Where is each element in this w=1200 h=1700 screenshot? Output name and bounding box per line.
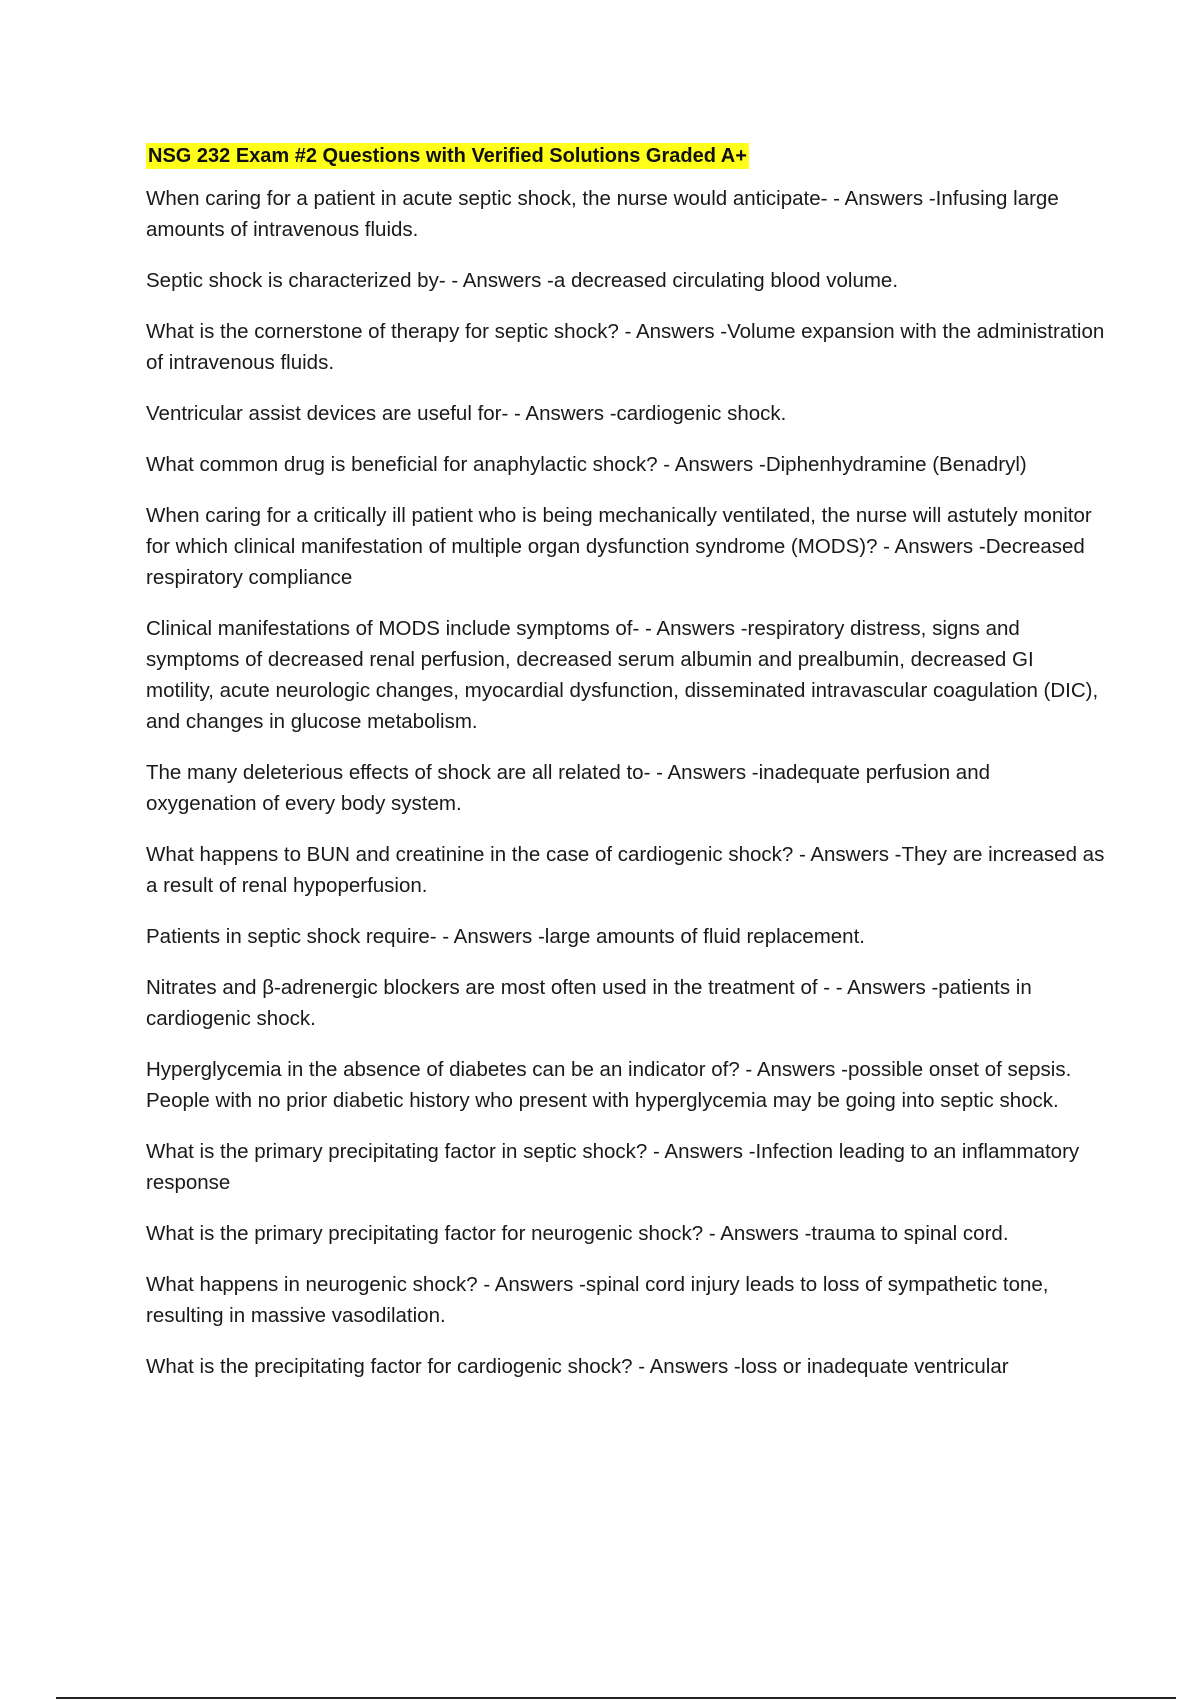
document-body xyxy=(146,143,1106,1402)
qa-item: What common drug is beneficial for anaphylactic shock? - Answers -Diphenhydramine (Benadryl) xyxy=(146,453,1027,476)
qa-item: Septic shock is characterized by- - Answers -a decreased circulating blood volume. xyxy=(146,269,899,292)
qa-item: When caring for a patient in acute septic shock, the nurse would anticipate- - Answers -Infusing large amounts of intravenous fluids. xyxy=(146,187,1059,241)
qa-item: The many deleterious effects of shock are all related to- - Answers -inadequate perfusion and oxygenation of every body system. xyxy=(146,761,991,815)
qa-item: What happens in neurogenic shock? - Answers -spinal cord injury leads to loss of sympathetic tone, resulting in massive vasodilation. xyxy=(146,1273,1049,1327)
qa-item: Clinical manifestations of MODS include symptoms of- - Answers -respiratory distress, signs and symptoms of decreased renal perfusion, decreased serum albumin and prealbumin, decreased GI motility, acute neurologic changes, myocardial dysfunction, disseminated intravascular coagulation (DIC), and changes in glucose metabolism. xyxy=(146,617,1099,733)
qa-item: What is the primary precipitating factor for neurogenic shock? - Answers -trauma to spinal cord. xyxy=(146,1222,1009,1245)
qa-item: What is the primary precipitating factor in septic shock? - Answers -Infection leading to an inflammatory response xyxy=(146,1140,1080,1194)
qa-item: Ventricular assist devices are useful for- - Answers -cardiogenic shock. xyxy=(146,402,787,425)
qa-item: What is the precipitating factor for cardiogenic shock? - Answers -loss or inadequate ventricular xyxy=(146,1355,1009,1378)
qa-item: Patients in septic shock require- - Answers -large amounts of fluid replacement. xyxy=(146,925,865,948)
qa-item: Nitrates and β-adrenergic blockers are most often used in the treatment of - - Answers -patients in cardiogenic shock. xyxy=(146,976,1032,1030)
document-title: NSG 232 Exam #2 Questions with Verified Solutions Graded A+ xyxy=(148,145,747,167)
qa-item: What happens to BUN and creatinine in the case of cardiogenic shock? - Answers -They are increased as a result of renal hypoperfusion. xyxy=(146,843,1105,897)
qa-item: What is the cornerstone of therapy for septic shock? - Answers -Volume expansion with the administration of intravenous fluids. xyxy=(146,320,1105,374)
qa-item: Hyperglycemia in the absence of diabetes can be an indicator of? - Answers -possible onset of sepsis. People with no prior diabetic history who present with hyperglycemia may be going into septic shock. xyxy=(146,1058,1072,1112)
qa-item: When caring for a critically ill patient who is being mechanically ventilated, the nurse will astutely monitor for which clinical manifestation of multiple organ dysfunction syndrome (MODS)? - Answers -Decreased respiratory compliance xyxy=(146,504,1092,589)
page-bottom-divider xyxy=(56,1697,1176,1699)
